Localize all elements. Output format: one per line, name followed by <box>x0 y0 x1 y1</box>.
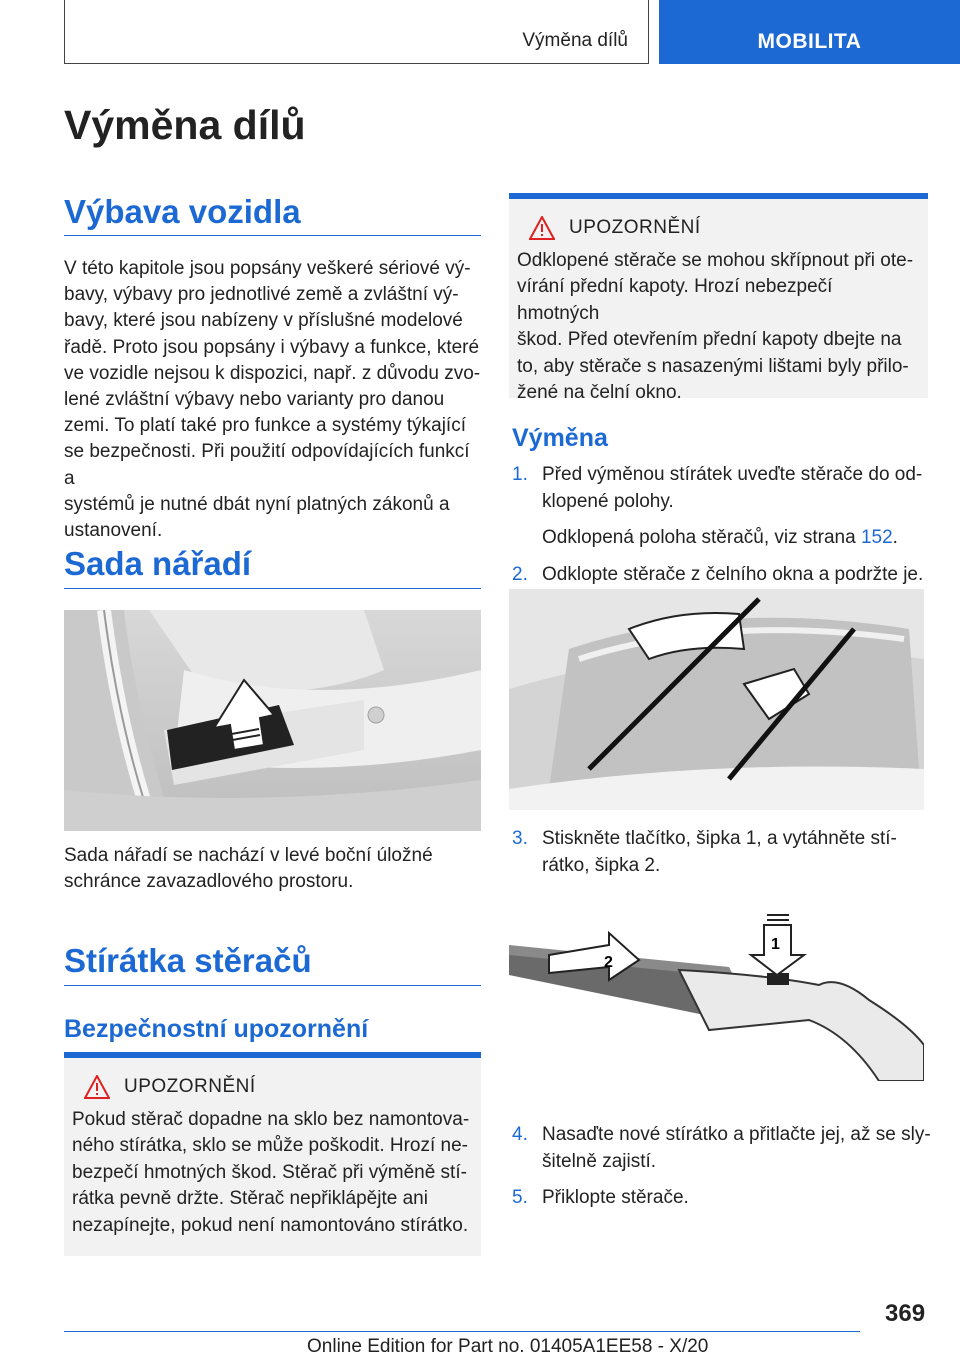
step-number: 5. <box>512 1187 528 1208</box>
text-line: zemi. To platí také pro funkce a systémy týkající <box>64 415 466 437</box>
text-line: škod. Před otevřením přední kapoty dbejte na <box>517 329 902 350</box>
list-item <box>512 1185 932 1212</box>
text-line: nezapínejte, pokud není namontováno stírátko. <box>72 1214 469 1236</box>
text-line: rátka pevně držte. Stěrač nepřiklápějte ani <box>72 1188 428 1209</box>
wiper-blade-illustration <box>509 905 924 1081</box>
text-line: ného stírátka, sklo se může poškodit. Hrozí ne‐ <box>72 1135 469 1156</box>
page-number: 369 <box>885 1300 926 1327</box>
text-line: řadě. Proto jsou popsány i výbavy a funkce, které <box>64 336 480 358</box>
text-span: Odklopená poloha stěračů, viz strana <box>542 527 861 548</box>
text-line: to, aby stěrače s nasazenými lištami byly přilo‐ <box>517 355 909 377</box>
text-line: vírání přední kapoty. Hrozí nebezpečí hmotných <box>517 276 833 324</box>
steps-list-b <box>512 826 932 889</box>
list-item <box>512 562 932 589</box>
text-line: Přiklopte stěrače. <box>542 1187 689 1208</box>
list-item <box>512 462 932 515</box>
text-line: bavy, výbavy pro jednotlivé země a zvláštní vý‐ <box>64 284 459 306</box>
warning-title-row <box>84 1074 473 1101</box>
trunk-compartment-illustration <box>64 610 481 831</box>
text-line: se bezpečnosti. Při použití odpovídajících funkcí a <box>64 441 470 489</box>
toolkit-caption <box>64 843 484 895</box>
warning-triangle-icon <box>529 216 555 240</box>
equipment-heading: Výbava vozidla <box>64 193 301 230</box>
text-line: Odklopte stěrače z čelního okna a podržte je. <box>542 563 924 585</box>
replace-heading: Výměna <box>512 424 608 452</box>
equipment-rule <box>64 235 481 236</box>
step-number: 3. <box>512 828 528 849</box>
toolkit-figure <box>64 610 481 831</box>
text-line: bavy, které jsou nabízeny v příslušné modelové <box>64 310 463 332</box>
text-line: šitelně zajistí. <box>542 1150 657 1172</box>
steps-list-c <box>512 1122 932 1222</box>
toolkit-rule <box>64 588 481 589</box>
arrow-2-label: 2 <box>604 954 613 971</box>
list-item <box>512 826 932 879</box>
text-line: systémů je nutné dbát nyní platných zákonů a <box>64 493 450 515</box>
warning-title: UPOZORNĚNÍ <box>569 217 701 238</box>
wipers-heading: Stírátka stěračů <box>64 942 312 979</box>
wipers-rule <box>64 985 481 986</box>
text-line: Odklopené stěrače se mohou skřípnout při ote‐ <box>517 249 914 271</box>
text-line: klopené polohy. <box>542 490 674 512</box>
text-line: Pokud stěrač dopadne na sklo bez namontova‐ <box>72 1108 470 1130</box>
text-line: bezpečí hmotných škod. Stěrač při výměně stí‐ <box>72 1161 467 1183</box>
wiper-blade-figure <box>509 905 924 1081</box>
warning-box-left <box>64 1058 481 1256</box>
text-line: ve vozidle nejsou k dispozici, např. z důvodu zvo‐ <box>64 362 481 384</box>
text-span: . <box>892 527 898 548</box>
text-line: schránce zavazadlového prostoru. <box>64 871 354 893</box>
text-line: V této kapitole jsou popsány veškeré sériové vý‐ <box>64 258 471 279</box>
warning-box-right <box>509 199 928 403</box>
footer-rule <box>64 1331 860 1332</box>
header-section-title: Výměna dílů <box>522 30 628 51</box>
arrow-1-label: 1 <box>771 936 780 953</box>
text-line: Před výměnou stírátek uveďte stěrače do od‐ <box>542 464 923 485</box>
header-chapter-tab[interactable]: MOBILITA <box>659 0 960 64</box>
step-number: 4. <box>512 1124 528 1145</box>
warning-title: UPOZORNĚNÍ <box>124 1076 256 1097</box>
list-item <box>512 1122 932 1175</box>
safety-heading: Bezpečnostní upozornění <box>64 1015 369 1043</box>
step-number: 1. <box>512 464 528 485</box>
text-line: ustanovení. <box>64 520 163 542</box>
page-link[interactable]: 152 <box>860 527 893 548</box>
toolkit-heading: Sada nářadí <box>64 545 252 582</box>
text-line: Sada nářadí se nachází v levé boční úložné <box>64 845 433 866</box>
page-title: Výměna dílů <box>64 102 306 148</box>
steps-list-a <box>512 462 932 598</box>
warning-triangle-icon <box>84 1075 110 1099</box>
warning-title-row <box>529 215 920 242</box>
footer-edition: Online Edition for Part no. 01405A1EE58 - X/20 <box>307 1336 709 1357</box>
step-number: 2. <box>512 563 528 585</box>
text-line: Stiskněte tlačítko, šipka 1, a vytáhněte stí‐ <box>542 828 897 849</box>
step-cross-reference <box>512 525 932 552</box>
windshield-figure <box>509 589 924 810</box>
header-section-box <box>64 0 649 64</box>
windshield-wipers-illustration <box>509 589 924 810</box>
equipment-paragraph <box>64 256 484 544</box>
text-line: lené zvláštní výbavy nebo varianty pro danou <box>64 389 445 411</box>
text-line: rátko, šipka 2. <box>542 854 661 876</box>
text-line: žené na čelní okno. <box>517 382 682 403</box>
text-line: Nasaďte nové stírátko a přitlačte jej, až se sly‐ <box>542 1124 931 1145</box>
